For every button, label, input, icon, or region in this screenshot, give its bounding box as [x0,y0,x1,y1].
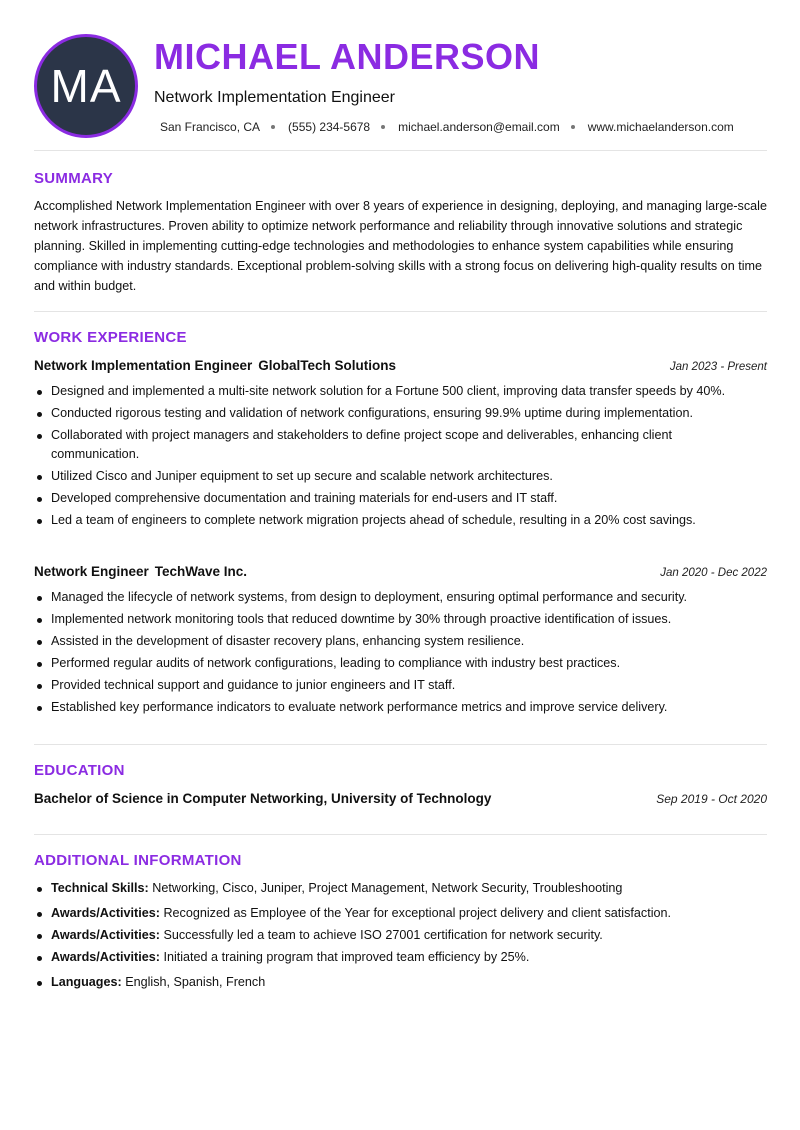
list-item: Designed and implemented a multi-site network solution for a Fortune 500 client, improving data transfer speeds by 40%. [34,382,754,401]
job-company: TechWave Inc. [154,564,248,579]
item-text: English, Spanish, French [125,975,266,989]
job-role: Network Implementation Engineer [34,358,253,373]
education-heading: EDUCATION [34,762,125,779]
item-label: Awards/Activities: [51,950,160,964]
item-text: Recognized as Employee of the Year for exceptional project delivery and client satisfaction. [163,906,671,920]
list-item: Established key performance indicators to evaluate network performance metrics and improve service delivery. [34,698,754,717]
list-item: Managed the lifecycle of network systems, from design to deployment, ensuring optimal performance and security. [34,588,754,607]
item-text: Successfully led a team to achieve ISO 27001 certification for network security. [163,928,603,942]
list-item: Collaborated with project managers and stakeholders to define project scope and deliverables, enhancing client communication. [34,426,754,464]
list-item [34,948,754,967]
item-label: Languages: [51,975,122,989]
item-label: Technical Skills: [51,881,149,895]
list-item: Assisted in the development of disaster recovery plans, enhancing system resilience. [34,632,754,651]
list-item: Utilized Cisco and Juniper equipment to set up secure and scalable network architectures. [34,467,754,486]
education-entry [34,791,767,806]
job-bullet-list [34,588,754,720]
section-divider [34,311,767,312]
separator-dot-icon [571,125,575,129]
list-item: Provided technical support and guidance to junior engineers and IT staff. [34,676,754,695]
job-bullet-list [34,382,754,533]
list-item: Conducted rigorous testing and validation of network configurations, ensuring 99.9% uptime during implementation. [34,404,754,423]
summary-text: Accomplished Network Implementation Engineer with over 8 years of experience in designing, deploying, and managing large-scale network infrastructures. Proven ability to optimize network performance and reliability through innovative solutions and strategic planning. Skilled in implementing cutting-edge technologies and methodologies to enhance system capabilities while ensuring compliance with industry standards. Exceptional problem-solving skills with a strong focus on delivering high-quality results on time and within budget. [34,199,767,293]
job-dates: Jan 2023 - Present [669,361,767,373]
additional-list [34,879,754,995]
additional-heading: ADDITIONAL INFORMATION [34,852,242,869]
contact-bar [160,120,734,134]
job-company: GlobalTech Solutions [258,358,397,373]
separator-dot-icon [271,125,275,129]
candidate-name: MICHAEL ANDERSON [154,36,541,77]
list-item: Developed comprehensive documentation and training materials for end-users and IT staff. [34,489,754,508]
list-item: Led a team of engineers to complete network migration projects ahead of schedule, resulting in a 20% cost savings. [34,511,754,530]
list-item [34,904,754,923]
job-role: Network Engineer [34,564,149,579]
job-header [34,358,767,373]
candidate-title: Network Implementation Engineer [154,89,396,106]
contact-phone[interactable]: (555) 234-5678 [288,120,371,134]
contact-location: San Francisco, CA [160,120,261,134]
contact-email[interactable]: michael.anderson@email.com [398,120,560,134]
list-item: Performed regular audits of network configurations, leading to compliance with industry best practices. [34,654,754,673]
avatar-initials: MA [50,60,122,112]
section-divider [34,744,767,745]
item-label: Awards/Activities: [51,928,160,942]
contact-website[interactable]: www.michaelanderson.com [587,120,734,134]
separator-dot-icon [381,125,385,129]
education-dates: Sep 2019 - Oct 2020 [656,792,767,806]
list-item: Implemented network monitoring tools that reduced downtime by 30% through proactive identification of issues. [34,610,754,629]
item-label: Awards/Activities: [51,906,160,920]
avatar [34,34,138,138]
experience-heading: WORK EXPERIENCE [34,329,187,346]
list-item [34,879,754,898]
item-text: Initiated a training program that improved team efficiency by 25%. [163,950,530,964]
summary-heading: SUMMARY [34,170,114,187]
list-item [34,926,754,945]
section-divider [34,834,767,835]
item-text: Networking, Cisco, Juniper, Project Management, Network Security, Troubleshooting [152,881,623,895]
education-degree: Bachelor of Science in Computer Networking, University of Technology [34,791,492,806]
section-divider [34,150,767,151]
list-item [34,973,754,992]
job-header [34,564,767,579]
job-dates: Jan 2020 - Dec 2022 [660,567,767,579]
